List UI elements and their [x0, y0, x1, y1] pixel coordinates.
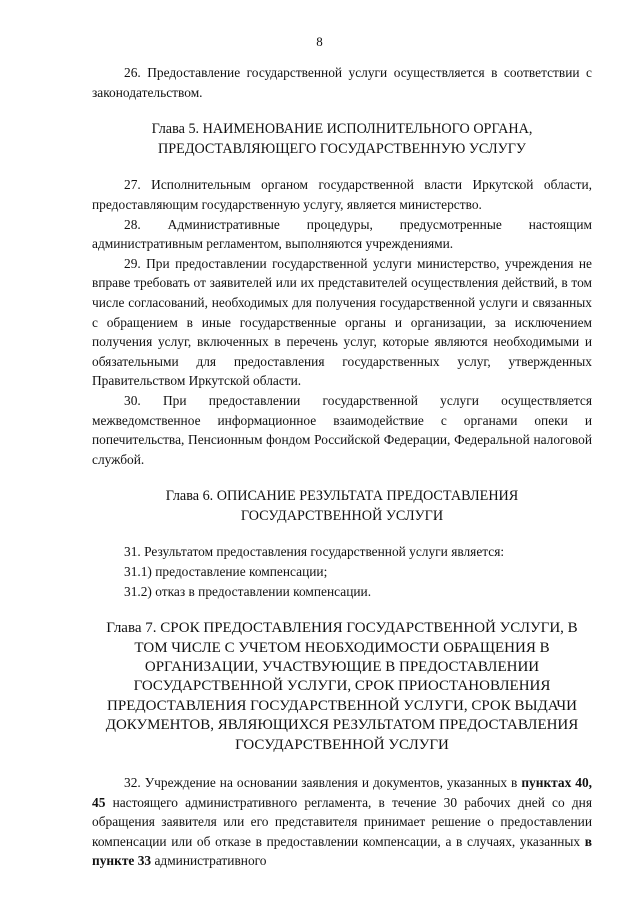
paragraph-31: 31. Результатом предоставления государственной услуги является: [124, 544, 505, 560]
page-number: 8 [316, 34, 323, 49]
chapter-6-heading [92, 487, 592, 526]
paragraph-32-text-2: настоящего административного регламента, в течение 30 рабочих дней со дня обращения заявителя или его представителя принимает решение о предоставлении компенсации или об отказе в предоставлении компенсации, а в случаях, указанных [92, 794, 592, 849]
paragraph-29: 29. При предоставлении государственной услуги министерство, учреждения не вправе требовать от заявителей или их представителей осуществления действий, в том числе согласований, необходимых для получения государственной услуги и связанных с обращением в иные государственные органы и организации, за исключением получения услуг, включенных в перечень услуг, которые являются необходимыми и обязательными для предоставления государственных услуг, утвержденных Правительством Иркутской области. [92, 255, 592, 389]
document-body [92, 63, 592, 871]
paragraph-27: 27. Исполнительным органом государственной власти Иркутской области, предоставляющим государственную услугу, является министерство. [92, 177, 592, 212]
paragraph-31-2: 31.2) отказ в предоставлении компенсации. [124, 583, 372, 599]
chapter-6-heading-line-2: ГОСУДАРСТВЕННОЙ УСЛУГИ [240, 507, 444, 524]
paragraph-32-reference-1: пунктах 40, 45 [92, 775, 592, 810]
chapter-7-heading-line: ОРГАНИЗАЦИИ, УЧАСТВУЮЩИЕ В ПРЕДОСТАВЛЕНИИ [144, 659, 540, 676]
paragraph-32-text-3: административного [151, 853, 267, 869]
chapter-7-heading-line: ГОСУДАРСТВЕННОЙ УСЛУГИ [235, 736, 449, 753]
chapter-5-heading [92, 120, 592, 159]
chapter-7-heading-line: ПРЕДОСТАВЛЕНИЯ ГОСУДАРСТВЕННОЙ УСЛУГИ, СРОК ВЫДАЧИ [107, 697, 577, 714]
chapter-7-heading [92, 619, 592, 755]
paragraph-32 [92, 773, 592, 871]
paragraph-31-1: 31.1) предоставление компенсации; [124, 564, 328, 580]
chapter-5-heading-line-1: Глава 5. НАИМЕНОВАНИЕ ИСПОЛНИТЕЛЬНОГО ОРГАНА, [151, 121, 533, 138]
chapter-7-heading-line: ДОКУМЕНТОВ, ЯВЛЯЮЩИХСЯ РЕЗУЛЬТАТОМ ПРЕДОСТАВЛЕНИЯ [105, 717, 579, 734]
chapter-7-heading-line: ТОМ ЧИСЛЕ С УЧЕТОМ НЕОБХОДИМОСТИ ОБРАЩЕНИЯ В [134, 639, 550, 656]
paragraph-32-text-1: 32. Учреждение на основании заявления и документов, указанных в [124, 775, 522, 791]
chapter-7-heading-line: Глава 7. СРОК ПРЕДОСТАВЛЕНИЯ ГОСУДАРСТВЕННОЙ УСЛУГИ, В [106, 620, 578, 637]
paragraph-30: 30. При предоставлении государственной услуги осуществляется межведомственное информационное взаимодействие с органами опеки и попечительства, Пенсионным фондом Российской Федерации, Федеральной налоговой службой. [92, 392, 592, 467]
paragraph-32-reference-2: в пункте 33 [92, 833, 592, 869]
paragraph-28: 28. Административные процедуры, предусмотренные настоящим административным регламентом, выполняются учреждениями. [92, 216, 592, 252]
paragraph-26: 26. Предоставление государственной услуги осуществляется в соответствии с законодательством. [92, 65, 592, 100]
chapter-7-heading-line: ГОСУДАРСТВЕННОЙ УСЛУГИ, СРОК ПРИОСТАНОВЛЕНИЯ [133, 678, 551, 695]
chapter-6-heading-line-1: Глава 6. ОПИСАНИЕ РЕЗУЛЬТАТА ПРЕДОСТАВЛЕНИЯ [165, 488, 519, 505]
chapter-5-heading-line-2: ПРЕДОСТАВЛЯЮЩЕГО ГОСУДАРСТВЕННУЮ УСЛУГУ [158, 140, 526, 157]
